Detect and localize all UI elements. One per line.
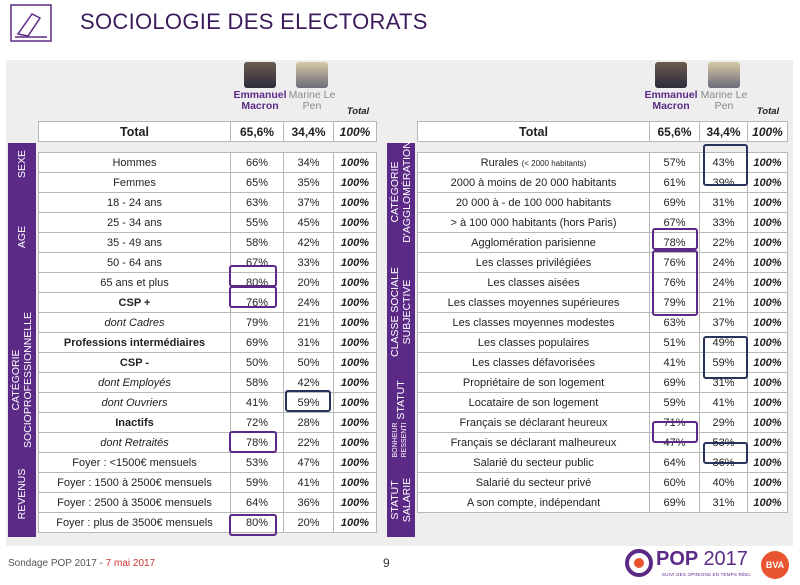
row-label: 20 000 à - de 100 000 habitants	[418, 193, 650, 213]
table-row	[39, 333, 377, 353]
lepen-value: 24%	[700, 273, 748, 293]
total-value: 100%	[334, 393, 377, 413]
macron-value: 80%	[231, 513, 284, 533]
table-row	[39, 233, 377, 253]
table-row	[39, 413, 377, 433]
highlight-box	[703, 336, 748, 379]
total-value: 100%	[748, 153, 788, 173]
row-label: A son compte, indépendant	[418, 493, 650, 513]
row-label: dont Ouvriers	[39, 393, 231, 413]
pop-year: 2017	[703, 548, 748, 570]
row-label: Locataire de son logement	[418, 393, 650, 413]
total-value: 100%	[334, 293, 377, 313]
total-value: 100%	[334, 313, 377, 333]
lepen-value: 31%	[700, 493, 748, 513]
row-label: Les classes aisées	[418, 273, 650, 293]
total-value: 100%	[748, 173, 788, 193]
total-value: 100%	[748, 233, 788, 253]
row-label: 50 - 64 ans	[39, 253, 231, 273]
lepen-value: 20%	[284, 273, 334, 293]
lepen-value: 22%	[700, 233, 748, 253]
group-label-classe-sociale: CLASSE SOCIALE SUBJECTIVE	[389, 267, 413, 357]
macron-value: 58%	[231, 373, 284, 393]
macron-value: 67%	[231, 253, 284, 273]
lepen-value: 53%	[700, 433, 748, 453]
row-label: Agglomération parisienne	[418, 233, 650, 253]
table-row	[39, 513, 377, 533]
row-label: Rurales (< 2000 habitants)	[418, 153, 650, 173]
macron-value: 58%	[231, 233, 284, 253]
group-label-age: AGE	[16, 225, 28, 249]
row-label: Foyer : plus de 3500€ mensuels	[39, 513, 231, 533]
table-row	[39, 273, 377, 293]
row-label: Les classes moyennes modestes	[418, 313, 650, 333]
group-label-agglomeration: CATÉGORIE D'AGGLOMÉRATION	[389, 141, 413, 243]
macron-value: 76%	[231, 293, 284, 313]
right-candidate-macron	[643, 62, 699, 112]
row-label: Les classes privilégiées	[418, 253, 650, 273]
lepen-value: 41%	[284, 473, 334, 493]
table-row	[39, 353, 377, 373]
row-label: 18 - 24 ans	[39, 193, 231, 213]
group-label-bonheur: BONHEUR RESSENTI	[392, 422, 408, 458]
macron-value: 50%	[231, 353, 284, 373]
total-value: 100%	[334, 493, 377, 513]
pop-label: POP	[656, 548, 698, 570]
table-row	[418, 122, 788, 142]
macron-value: 65,6%	[650, 122, 700, 142]
total-value: 100%	[748, 373, 788, 393]
table-row	[418, 313, 788, 333]
lepen-value: 50%	[284, 353, 334, 373]
total-value: 100%	[748, 293, 788, 313]
table-row	[39, 213, 377, 233]
table-row	[39, 253, 377, 273]
left-candidate-macron	[232, 62, 288, 112]
lepen-value: 59%	[700, 353, 748, 373]
total-value: 100%	[748, 493, 788, 513]
total-value: 100%	[748, 473, 788, 493]
total-value: 100%	[334, 173, 377, 193]
highlight-box	[229, 265, 277, 287]
lepen-value: 21%	[284, 313, 334, 333]
highlight-box	[652, 421, 698, 443]
total-value: 100%	[748, 253, 788, 273]
highlight-box	[703, 144, 748, 186]
total-value: 100%	[748, 193, 788, 213]
total-value: 100%	[748, 333, 788, 353]
page-number: 9	[383, 556, 390, 570]
macron-value: 80%	[231, 273, 284, 293]
macron-name: Emmanuel Macron	[644, 89, 698, 112]
macron-value: 41%	[231, 393, 284, 413]
highlight-box	[652, 228, 698, 250]
table-row	[418, 213, 788, 233]
lepen-value: 49%	[700, 333, 748, 353]
table-row	[39, 313, 377, 333]
row-label-note: (< 2000 habitants)	[521, 158, 587, 168]
right-candidate-lepen	[699, 62, 749, 112]
right-total-header	[748, 106, 788, 117]
lepen-value: 33%	[284, 253, 334, 273]
macron-value: 65,6%	[231, 122, 284, 142]
table-row	[418, 233, 788, 253]
row-label: dont Cadres	[39, 313, 231, 333]
page-title: SOCIOLOGIE DES ELECTORATS	[80, 9, 428, 34]
total-value: 100%	[334, 193, 377, 213]
macron-value: 76%	[650, 253, 700, 273]
macron-value: 55%	[231, 213, 284, 233]
lepen-value: 39%	[700, 173, 748, 193]
table-row	[418, 413, 788, 433]
lepen-value: 42%	[284, 233, 334, 253]
table-row	[39, 433, 377, 453]
ballot-box-icon	[10, 4, 52, 42]
row-label: Propriétaire de son logement	[418, 373, 650, 393]
total-value: 100%	[748, 213, 788, 233]
lepen-value: 28%	[284, 413, 334, 433]
macron-value: 63%	[231, 193, 284, 213]
pop-logo-text	[656, 548, 748, 571]
macron-value: 64%	[650, 453, 700, 473]
total-value: 100%	[334, 333, 377, 353]
total-value: 100%	[334, 353, 377, 373]
total-value: 100%	[748, 353, 788, 373]
row-label: 35 - 49 ans	[39, 233, 231, 253]
macron-value: 66%	[231, 153, 284, 173]
total-value: 100%	[748, 393, 788, 413]
total-value: 100%	[334, 153, 377, 173]
table-row	[39, 453, 377, 473]
row-label: CSP -	[39, 353, 231, 373]
macron-value: 60%	[650, 473, 700, 493]
row-label: Total	[39, 122, 231, 142]
lepen-value: 59%	[284, 393, 334, 413]
lepen-value: 45%	[284, 213, 334, 233]
lepen-value: 31%	[700, 193, 748, 213]
macron-value: 69%	[650, 493, 700, 513]
macron-value: 76%	[650, 273, 700, 293]
total-value: 100%	[748, 453, 788, 473]
row-label: dont Employés	[39, 373, 231, 393]
macron-value: 69%	[650, 373, 700, 393]
total-value: 100%	[334, 413, 377, 433]
macron-value: 69%	[650, 193, 700, 213]
macron-value: 79%	[231, 313, 284, 333]
table-row	[39, 493, 377, 513]
macron-value: 69%	[231, 333, 284, 353]
lepen-value: 33%	[700, 213, 748, 233]
macron-value: 51%	[650, 333, 700, 353]
macron-value: 79%	[650, 293, 700, 313]
total-value: 100%	[334, 513, 377, 533]
table-row	[39, 293, 377, 313]
macron-value: 72%	[231, 413, 284, 433]
lepen-value: 42%	[284, 373, 334, 393]
macron-value: 41%	[650, 353, 700, 373]
table-row	[418, 253, 788, 273]
macron-value: 59%	[650, 393, 700, 413]
lepen-value: 40%	[700, 473, 748, 493]
table-row	[418, 473, 788, 493]
macron-value: 78%	[650, 233, 700, 253]
total-value: 100%	[334, 233, 377, 253]
table-row	[418, 273, 788, 293]
bva-logo: BVA	[761, 551, 789, 579]
table-row	[39, 122, 377, 142]
lepen-value: 20%	[284, 513, 334, 533]
row-label: CSP +	[39, 293, 231, 313]
total-value: 100%	[334, 473, 377, 493]
table-row	[418, 193, 788, 213]
group-label-sexe: SEXE	[16, 150, 28, 179]
macron-value: 64%	[231, 493, 284, 513]
total-value: 100%	[334, 273, 377, 293]
macron-value: 63%	[650, 313, 700, 333]
highlight-box	[703, 442, 748, 464]
macron-value: 59%	[231, 473, 284, 493]
row-label: > à 100 000 habitants (hors Paris)	[418, 213, 650, 233]
group-label-revenus: REVENUS	[16, 468, 28, 520]
highlight-box	[229, 514, 277, 536]
total-value: 100%	[334, 453, 377, 473]
total-header-label: Total	[756, 106, 780, 117]
row-label: Foyer : 1500 à 2500€ mensuels	[39, 473, 231, 493]
lepen-value: 36%	[284, 493, 334, 513]
total-value: 100%	[748, 122, 788, 142]
row-label: Les classes populaires	[418, 333, 650, 353]
macron-value: 47%	[650, 433, 700, 453]
total-value: 100%	[334, 433, 377, 453]
row-label: Français se déclarant malheureux	[418, 433, 650, 453]
lepen-name: Marine Le Pen	[700, 89, 748, 112]
total-value: 100%	[334, 253, 377, 273]
left-candidate-lepen	[287, 62, 337, 112]
total-value: 100%	[334, 373, 377, 393]
group-label-statut: STATUT	[395, 380, 407, 420]
lepen-value: 34,4%	[700, 122, 748, 142]
group-label-statut-salarie: STATUT SALARIE	[389, 477, 413, 523]
lepen-value: 47%	[284, 453, 334, 473]
row-label: Professions intermédiaires	[39, 333, 231, 353]
lepen-value: 34,4%	[284, 122, 334, 142]
total-value: 100%	[748, 413, 788, 433]
lepen-value: 29%	[700, 413, 748, 433]
row-label: dont Retraités	[39, 433, 231, 453]
highlight-box	[229, 431, 277, 453]
lepen-value: 21%	[700, 293, 748, 313]
left-total-header	[338, 106, 378, 117]
row-label: Total	[418, 122, 650, 142]
row-label: Femmes	[39, 173, 231, 193]
macron-value: 57%	[650, 153, 700, 173]
lepen-value: 34%	[284, 153, 334, 173]
total-header-label: Total	[346, 106, 370, 117]
highlight-box	[229, 286, 277, 308]
table-row	[418, 293, 788, 313]
total-value: 100%	[334, 122, 377, 142]
table-row	[39, 153, 377, 173]
table-row	[39, 473, 377, 493]
lepen-value: 35%	[284, 173, 334, 193]
lepen-name: Marine Le Pen	[288, 89, 336, 112]
lepen-value: 22%	[284, 433, 334, 453]
macron-name: Emmanuel Macron	[233, 89, 287, 112]
footer-source-text: Sondage POP 2017 -	[8, 558, 106, 569]
pop-tagline: SUIVI DES OPINIONS EN TEMPS RÉEL	[662, 572, 752, 577]
lepen-photo	[296, 62, 328, 88]
pop-logo-icon	[624, 548, 654, 578]
row-label: 2000 à moins de 20 000 habitants	[418, 173, 650, 193]
row-label: Hommes	[39, 153, 231, 173]
macron-value: 71%	[650, 413, 700, 433]
macron-value: 53%	[231, 453, 284, 473]
row-label: Salarié du secteur privé	[418, 473, 650, 493]
total-value: 100%	[334, 213, 377, 233]
row-label: Les classes moyennes supérieures	[418, 293, 650, 313]
row-label: Inactifs	[39, 413, 231, 433]
total-value: 100%	[748, 273, 788, 293]
lepen-value: 31%	[284, 333, 334, 353]
total-value: 100%	[748, 313, 788, 333]
table-row	[39, 193, 377, 213]
row-label: Français se déclarant heureux	[418, 413, 650, 433]
macron-photo	[244, 62, 276, 88]
macron-photo	[655, 62, 687, 88]
lepen-value: 37%	[700, 313, 748, 333]
row-label: Salarié du secteur public	[418, 453, 650, 473]
lepen-value: 41%	[700, 393, 748, 413]
macron-value: 61%	[650, 173, 700, 193]
table-row	[418, 493, 788, 513]
macron-value: 65%	[231, 173, 284, 193]
row-label: 65 ans et plus	[39, 273, 231, 293]
lepen-value: 36%	[700, 453, 748, 473]
row-label: Foyer : <1500€ mensuels	[39, 453, 231, 473]
table-row	[39, 173, 377, 193]
highlight-box	[285, 390, 331, 412]
highlight-box	[652, 250, 698, 316]
footer-date: 7 mai 2017	[105, 558, 156, 569]
row-label: Les classes défavorisées	[418, 353, 650, 373]
lepen-value: 31%	[700, 373, 748, 393]
lepen-value: 24%	[700, 253, 748, 273]
footer-source	[8, 558, 155, 569]
lepen-value: 43%	[700, 153, 748, 173]
left-table	[38, 121, 377, 533]
row-label: 25 - 34 ans	[39, 213, 231, 233]
lepen-photo	[708, 62, 740, 88]
row-label: Foyer : 2500 à 3500€ mensuels	[39, 493, 231, 513]
macron-value: 67%	[650, 213, 700, 233]
lepen-value: 37%	[284, 193, 334, 213]
group-label-csp: CATÉGORIE SOCIOPROFESSIONNELLE	[10, 312, 34, 448]
macron-value: 78%	[231, 433, 284, 453]
lepen-value: 24%	[284, 293, 334, 313]
total-value: 100%	[748, 433, 788, 453]
table-row	[418, 393, 788, 413]
